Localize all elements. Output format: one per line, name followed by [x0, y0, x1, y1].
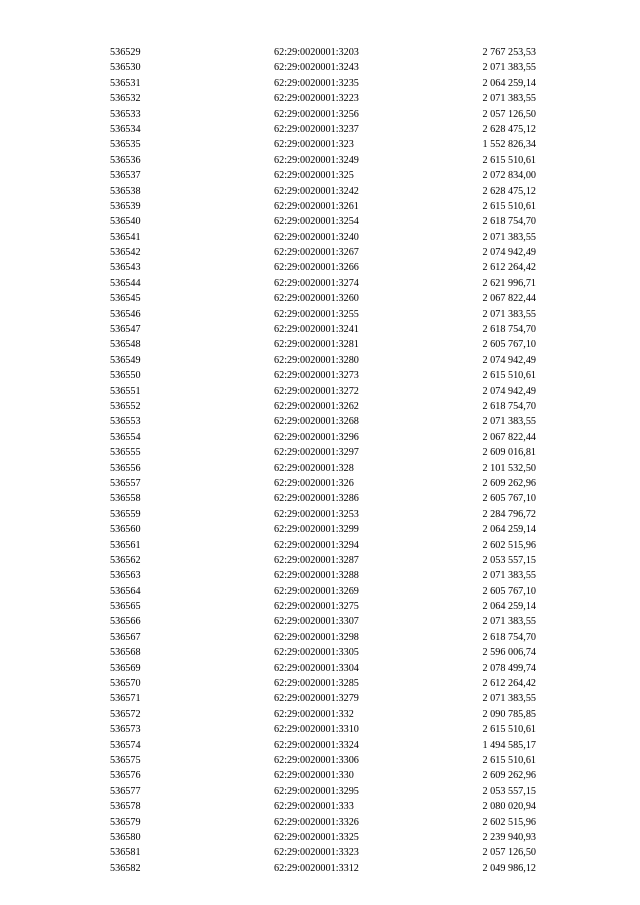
table-row	[110, 368, 536, 383]
value-cell: 1 552 826,34	[482, 139, 536, 151]
row-number-cell: 536568	[110, 647, 141, 659]
cadastral-number-cell: 62:29:0020001:3305	[274, 647, 359, 659]
table-row	[110, 507, 536, 522]
value-cell: 2 609 262,96	[482, 477, 536, 489]
row-number-cell: 536548	[110, 339, 141, 351]
table-row	[110, 799, 536, 814]
row-number-cell: 536542	[110, 247, 141, 259]
cadastral-number-cell: 62:29:0020001:3323	[274, 847, 359, 859]
row-number-cell: 536552	[110, 400, 141, 412]
table-row	[110, 45, 536, 60]
value-cell: 2 612 264,42	[482, 262, 536, 274]
row-number-cell: 536556	[110, 462, 141, 474]
cadastral-number-cell: 62:29:0020001:328	[274, 462, 354, 474]
value-cell: 2 071 383,55	[482, 416, 536, 428]
cadastral-number-cell: 62:29:0020001:3240	[274, 231, 359, 243]
table-row	[110, 630, 536, 645]
table-row	[110, 153, 536, 168]
cadastral-number-cell: 62:29:0020001:330	[274, 770, 354, 782]
table-row	[110, 645, 536, 660]
cadastral-number-cell: 62:29:0020001:3253	[274, 508, 359, 520]
row-number-cell: 536567	[110, 631, 141, 643]
value-cell: 2 049 986,12	[482, 862, 536, 874]
row-number-cell: 536563	[110, 570, 141, 582]
value-cell: 2 057 126,50	[482, 847, 536, 859]
row-number-cell: 536559	[110, 508, 141, 520]
table-row	[110, 276, 536, 291]
cadastral-number-cell: 62:29:0020001:3256	[274, 108, 359, 120]
row-number-cell: 536573	[110, 724, 141, 736]
value-cell: 2 618 754,70	[482, 631, 536, 643]
row-number-cell: 536577	[110, 785, 141, 797]
value-cell: 2 615 510,61	[482, 754, 536, 766]
row-number-cell: 536570	[110, 678, 141, 690]
value-cell: 2 071 383,55	[482, 693, 536, 705]
cadastral-number-cell: 62:29:0020001:3255	[274, 308, 359, 320]
table-row	[110, 199, 536, 214]
cadastral-number-cell: 62:29:0020001:3299	[274, 524, 359, 536]
table-row	[110, 568, 536, 583]
table-row	[110, 691, 536, 706]
row-number-cell: 536545	[110, 293, 141, 305]
table-row	[110, 845, 536, 860]
row-number-cell: 536580	[110, 831, 141, 843]
cadastral-number-cell: 62:29:0020001:3241	[274, 324, 359, 336]
row-number-cell: 536554	[110, 431, 141, 443]
table-row	[110, 768, 536, 783]
cadastral-number-cell: 62:29:0020001:325	[274, 170, 354, 182]
cadastral-number-cell: 62:29:0020001:3274	[274, 277, 359, 289]
row-number-cell: 536579	[110, 816, 141, 828]
value-cell: 2 071 383,55	[482, 93, 536, 105]
value-cell: 2 628 475,12	[482, 185, 536, 197]
row-number-cell: 536581	[110, 847, 141, 859]
row-number-cell: 536564	[110, 585, 141, 597]
cadastral-number-cell: 62:29:0020001:3280	[274, 354, 359, 366]
value-cell: 2 090 785,85	[482, 708, 536, 720]
table-row	[110, 861, 536, 876]
table-row	[110, 184, 536, 199]
value-cell: 2 071 383,55	[482, 231, 536, 243]
row-number-cell: 536566	[110, 616, 141, 628]
cadastral-number-cell: 62:29:0020001:326	[274, 477, 354, 489]
row-number-cell: 536578	[110, 801, 141, 813]
value-cell: 2 239 940,93	[482, 831, 536, 843]
value-cell: 2 053 557,15	[482, 554, 536, 566]
cadastral-number-cell: 62:29:0020001:3203	[274, 47, 359, 58]
value-cell: 2 618 754,70	[482, 216, 536, 228]
row-number-cell: 536582	[110, 862, 141, 874]
row-number-cell: 536553	[110, 416, 141, 428]
row-number-cell: 536555	[110, 447, 141, 459]
cadastral-number-cell: 62:29:0020001:3307	[274, 616, 359, 628]
cadastral-number-cell: 62:29:0020001:3267	[274, 247, 359, 259]
row-number-cell: 536532	[110, 93, 141, 105]
table-row	[110, 584, 536, 599]
row-number-cell: 536536	[110, 154, 141, 166]
cadastral-number-cell: 62:29:0020001:3297	[274, 447, 359, 459]
cadastral-value-table	[110, 45, 536, 876]
row-number-cell: 536547	[110, 324, 141, 336]
cadastral-number-cell: 62:29:0020001:3237	[274, 123, 359, 135]
table-row	[110, 353, 536, 368]
table-row	[110, 738, 536, 753]
table-row	[110, 260, 536, 275]
cadastral-number-cell: 62:29:0020001:3272	[274, 385, 359, 397]
value-cell: 2 612 264,42	[482, 678, 536, 690]
value-cell: 2 080 020,94	[482, 801, 536, 813]
table-row	[110, 522, 536, 537]
row-number-cell: 536571	[110, 693, 141, 705]
row-number-cell: 536551	[110, 385, 141, 397]
row-number-cell: 536538	[110, 185, 141, 197]
cadastral-number-cell: 62:29:0020001:3262	[274, 400, 359, 412]
value-cell: 2 605 767,10	[482, 585, 536, 597]
cadastral-number-cell: 62:29:0020001:3304	[274, 662, 359, 674]
cadastral-number-cell: 62:29:0020001:333	[274, 801, 354, 813]
value-cell: 2 064 259,14	[482, 77, 536, 89]
table-row	[110, 384, 536, 399]
row-number-cell: 536537	[110, 170, 141, 182]
value-cell: 2 101 532,50	[482, 462, 536, 474]
row-number-cell: 536550	[110, 370, 141, 382]
value-cell: 1 494 585,17	[482, 739, 536, 751]
row-number-cell: 536576	[110, 770, 141, 782]
row-number-cell: 536531	[110, 77, 141, 89]
value-cell: 2 074 942,49	[482, 354, 536, 366]
table-row	[110, 399, 536, 414]
cadastral-number-cell: 62:29:0020001:3242	[274, 185, 359, 197]
value-cell: 2 057 126,50	[482, 108, 536, 120]
value-cell: 2 596 006,74	[482, 647, 536, 659]
table-row	[110, 76, 536, 91]
cadastral-number-cell: 62:29:0020001:3269	[274, 585, 359, 597]
table-row	[110, 337, 536, 352]
row-number-cell: 536544	[110, 277, 141, 289]
table-row	[110, 168, 536, 183]
value-cell: 2 078 499,74	[482, 662, 536, 674]
table-row	[110, 707, 536, 722]
table-row	[110, 491, 536, 506]
row-number-cell: 536565	[110, 601, 141, 613]
row-number-cell: 536529	[110, 47, 141, 58]
row-number-cell: 536549	[110, 354, 141, 366]
table-row	[110, 661, 536, 676]
value-cell: 2 621 996,71	[482, 277, 536, 289]
value-cell: 2 615 510,61	[482, 200, 536, 212]
row-number-cell: 536557	[110, 477, 141, 489]
value-cell: 2 071 383,55	[482, 570, 536, 582]
cadastral-number-cell: 62:29:0020001:3296	[274, 431, 359, 443]
value-cell: 2 064 259,14	[482, 601, 536, 613]
row-number-cell: 536540	[110, 216, 141, 228]
value-cell: 2 609 262,96	[482, 770, 536, 782]
value-cell: 2 074 942,49	[482, 385, 536, 397]
value-cell: 2 602 515,96	[482, 539, 536, 551]
row-number-cell: 536530	[110, 62, 141, 74]
value-cell: 2 628 475,12	[482, 123, 536, 135]
table-row	[110, 430, 536, 445]
row-number-cell: 536562	[110, 554, 141, 566]
value-cell: 2 071 383,55	[482, 616, 536, 628]
cadastral-number-cell: 62:29:0020001:3260	[274, 293, 359, 305]
value-cell: 2 618 754,70	[482, 400, 536, 412]
row-number-cell: 536533	[110, 108, 141, 120]
cadastral-number-cell: 62:29:0020001:3325	[274, 831, 359, 843]
value-cell: 2 615 510,61	[482, 724, 536, 736]
row-number-cell: 536561	[110, 539, 141, 551]
cadastral-number-cell: 62:29:0020001:3326	[274, 816, 359, 828]
value-cell: 2 615 510,61	[482, 370, 536, 382]
table-row	[110, 553, 536, 568]
cadastral-number-cell: 62:29:0020001:3268	[274, 416, 359, 428]
table-row	[110, 414, 536, 429]
value-cell: 2 615 510,61	[482, 154, 536, 166]
table-row	[110, 291, 536, 306]
table-row	[110, 322, 536, 337]
table-row	[110, 122, 536, 137]
row-number-cell: 536575	[110, 754, 141, 766]
value-cell: 2 071 383,55	[482, 308, 536, 320]
table-row	[110, 137, 536, 152]
cadastral-number-cell: 62:29:0020001:3235	[274, 77, 359, 89]
cadastral-number-cell: 62:29:0020001:3288	[274, 570, 359, 582]
cadastral-number-cell: 62:29:0020001:3273	[274, 370, 359, 382]
value-cell: 2 053 557,15	[482, 785, 536, 797]
cadastral-number-cell: 62:29:0020001:3266	[274, 262, 359, 274]
value-cell: 2 067 822,44	[482, 293, 536, 305]
cadastral-number-cell: 62:29:0020001:3286	[274, 493, 359, 505]
row-number-cell: 536572	[110, 708, 141, 720]
table-row	[110, 230, 536, 245]
row-number-cell: 536535	[110, 139, 141, 151]
cadastral-number-cell: 62:29:0020001:3285	[274, 678, 359, 690]
cadastral-number-cell: 62:29:0020001:3279	[274, 693, 359, 705]
value-cell: 2 071 383,55	[482, 62, 536, 74]
value-cell: 2 602 515,96	[482, 816, 536, 828]
cadastral-number-cell: 62:29:0020001:3249	[274, 154, 359, 166]
cadastral-number-cell: 62:29:0020001:3324	[274, 739, 359, 751]
cadastral-number-cell: 62:29:0020001:3310	[274, 724, 359, 736]
table-row	[110, 445, 536, 460]
cadastral-number-cell: 62:29:0020001:3254	[274, 216, 359, 228]
value-cell: 2 618 754,70	[482, 324, 536, 336]
table-row	[110, 614, 536, 629]
table-row	[110, 461, 536, 476]
cadastral-number-cell: 62:29:0020001:332	[274, 708, 354, 720]
table-row	[110, 476, 536, 491]
row-number-cell: 536560	[110, 524, 141, 536]
table-row	[110, 214, 536, 229]
table-row	[110, 538, 536, 553]
row-number-cell: 536569	[110, 662, 141, 674]
cadastral-number-cell: 62:29:0020001:323	[274, 139, 354, 151]
table-row	[110, 307, 536, 322]
table-row	[110, 245, 536, 260]
cadastral-number-cell: 62:29:0020001:3287	[274, 554, 359, 566]
cadastral-number-cell: 62:29:0020001:3298	[274, 631, 359, 643]
table-row	[110, 107, 536, 122]
row-number-cell: 536558	[110, 493, 141, 505]
table-row	[110, 830, 536, 845]
value-cell: 2 605 767,10	[482, 339, 536, 351]
table-row	[110, 676, 536, 691]
value-cell: 2 067 822,44	[482, 431, 536, 443]
table-row	[110, 784, 536, 799]
table-row	[110, 60, 536, 75]
cadastral-number-cell: 62:29:0020001:3275	[274, 601, 359, 613]
table-row	[110, 91, 536, 106]
row-number-cell: 536539	[110, 200, 141, 212]
row-number-cell: 536534	[110, 123, 141, 135]
row-number-cell: 536546	[110, 308, 141, 320]
value-cell: 2 074 942,49	[482, 247, 536, 259]
value-cell: 2 609 016,81	[482, 447, 536, 459]
table-row	[110, 599, 536, 614]
table-row	[110, 815, 536, 830]
table-row	[110, 753, 536, 768]
cadastral-number-cell: 62:29:0020001:3243	[274, 62, 359, 74]
value-cell: 2 284 796,72	[482, 508, 536, 520]
cadastral-number-cell: 62:29:0020001:3312	[274, 862, 359, 874]
cadastral-number-cell: 62:29:0020001:3281	[274, 339, 359, 351]
cadastral-number-cell: 62:29:0020001:3295	[274, 785, 359, 797]
value-cell: 2 767 253,53	[482, 47, 536, 58]
row-number-cell: 536574	[110, 739, 141, 751]
value-cell: 2 605 767,10	[482, 493, 536, 505]
table-row	[110, 722, 536, 737]
cadastral-number-cell: 62:29:0020001:3294	[274, 539, 359, 551]
cadastral-number-cell: 62:29:0020001:3223	[274, 93, 359, 105]
cadastral-number-cell: 62:29:0020001:3261	[274, 200, 359, 212]
value-cell: 2 064 259,14	[482, 524, 536, 536]
row-number-cell: 536543	[110, 262, 141, 274]
row-number-cell: 536541	[110, 231, 141, 243]
cadastral-number-cell: 62:29:0020001:3306	[274, 754, 359, 766]
value-cell: 2 072 834,00	[482, 170, 536, 182]
